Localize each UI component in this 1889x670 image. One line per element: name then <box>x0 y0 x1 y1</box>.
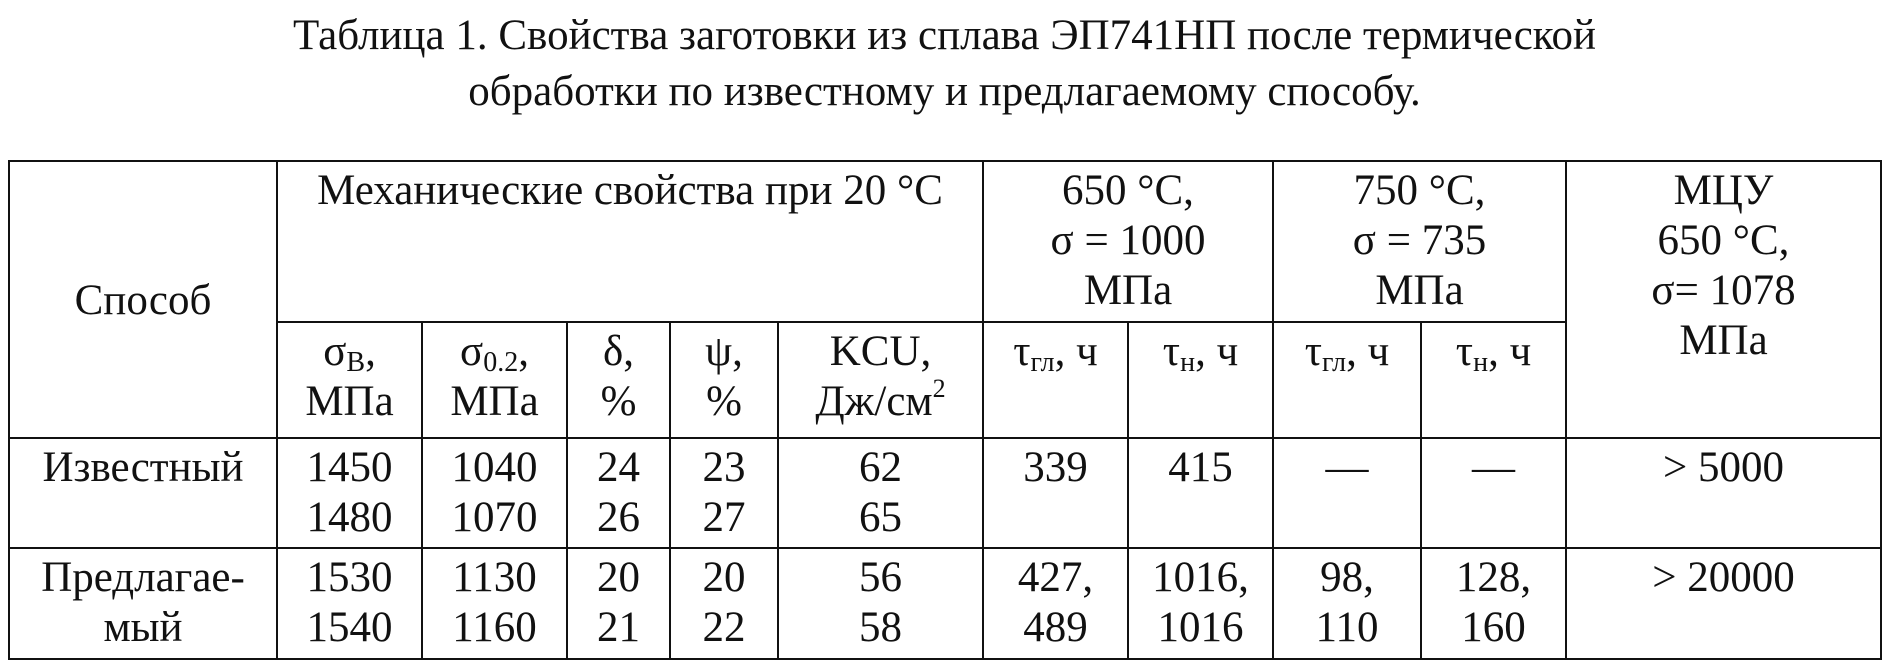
value: 110 <box>1315 604 1379 652</box>
method-label-cont: мый <box>103 604 183 652</box>
value: 1450 <box>306 443 393 491</box>
value: 1530 <box>306 554 393 602</box>
cell-method <box>9 548 277 659</box>
method-label: Известный <box>42 443 244 491</box>
cell-650-tau-gl <box>983 438 1128 549</box>
table-row-known <box>9 438 1881 549</box>
header-750-tau-n <box>1421 322 1566 438</box>
value: — <box>1472 443 1515 491</box>
sigma-02-unit: МПа <box>450 377 539 425</box>
header-750-tau-gl <box>1273 322 1421 438</box>
header-750-temp: 750 °С, <box>1353 167 1486 214</box>
cell-mcu <box>1566 438 1881 549</box>
tau-n-subscript: н <box>1473 346 1489 378</box>
tau-gl-unit: , ч <box>1054 327 1098 375</box>
cell-method <box>9 438 277 549</box>
tau-n-symbol: τ <box>1162 327 1181 375</box>
value: 20 <box>597 554 640 602</box>
cell-750-tau-gl <box>1273 548 1421 659</box>
cell-650-tau-n <box>1128 438 1273 549</box>
kcu-unit: Дж/см <box>815 377 933 425</box>
value: 489 <box>1023 604 1088 652</box>
table-caption <box>0 8 1889 120</box>
header-650 <box>983 161 1273 322</box>
value: 1070 <box>451 493 538 541</box>
delta-unit: % <box>600 377 637 425</box>
header-650-unit: МПа <box>1083 267 1173 314</box>
header-650-stress: σ = 1000 <box>1050 217 1206 264</box>
psi-symbol: ψ, <box>705 327 743 375</box>
header-sigma-b <box>277 322 422 438</box>
sigma-02-subscript: 0.2 <box>483 346 519 378</box>
tau-gl-subscript: гл <box>1030 346 1055 378</box>
caption-line-2: обработки по известному и предлагаемому способу. <box>468 68 1421 115</box>
sigma-b-comma: , <box>365 327 376 375</box>
value: 1040 <box>451 443 538 491</box>
cell-750-tau-gl <box>1273 438 1421 549</box>
header-mech-properties: Механические свойства при 20 °С <box>277 161 983 322</box>
cell-psi <box>670 438 778 549</box>
value: 128, <box>1455 554 1532 602</box>
value: 27 <box>702 493 746 541</box>
kcu-symbol: KCU, <box>829 327 932 375</box>
tau-n-unit: , ч <box>1488 327 1532 375</box>
value: 22 <box>702 604 746 652</box>
value: 1016, <box>1152 554 1249 602</box>
sigma-b-subscript: В <box>346 346 366 378</box>
value: 26 <box>597 493 640 541</box>
value: 58 <box>859 604 902 652</box>
cell-mcu <box>1566 548 1881 659</box>
cell-sigma-b <box>277 438 422 549</box>
caption-line-1: Таблица 1. Свойства заготовки из сплава ЭП741НП после термической <box>292 12 1597 59</box>
tau-n-unit: , ч <box>1195 327 1239 375</box>
header-mcu-stress: σ= 1078 <box>1651 267 1796 314</box>
value: 415 <box>1168 443 1233 491</box>
header-mcu-unit: МПа <box>1679 317 1768 364</box>
value: 339 <box>1023 443 1088 491</box>
value: 24 <box>597 443 640 491</box>
cell-650-tau-n <box>1128 548 1273 659</box>
value: 1480 <box>306 493 393 541</box>
cell-sigma-02 <box>422 548 567 659</box>
value: 1540 <box>306 604 393 652</box>
sigma-02-comma: , <box>518 327 529 375</box>
tau-n-symbol: τ <box>1455 327 1474 375</box>
properties-table <box>8 160 1882 660</box>
cell-kcu <box>778 438 983 549</box>
cell-750-tau-n <box>1421 438 1566 549</box>
header-mcu-title: МЦУ <box>1673 167 1774 214</box>
value: — <box>1325 443 1369 491</box>
value: 98, <box>1320 554 1374 602</box>
header-psi <box>670 322 778 438</box>
tau-n-subscript: н <box>1180 346 1196 378</box>
value: 1130 <box>452 554 537 602</box>
value: 56 <box>859 554 902 602</box>
header-750-unit: МПа <box>1375 267 1464 314</box>
table-row-proposed <box>9 548 1881 659</box>
value: 1016 <box>1157 604 1244 652</box>
tau-gl-unit: , ч <box>1346 327 1390 375</box>
value: 20 <box>702 554 746 602</box>
header-kcu <box>778 322 983 438</box>
header-650-tau-n <box>1128 322 1273 438</box>
value: 62 <box>859 443 902 491</box>
cell-psi <box>670 548 778 659</box>
header-650-temp: 650 °С, <box>1062 167 1194 214</box>
psi-unit: % <box>706 377 742 425</box>
value: 427, <box>1017 554 1094 602</box>
header-sigma-02 <box>422 322 567 438</box>
value: 160 <box>1461 604 1526 652</box>
header-delta <box>567 322 670 438</box>
cell-750-tau-n <box>1421 548 1566 659</box>
header-method: Способ <box>9 161 277 438</box>
cell-650-tau-gl <box>983 548 1128 659</box>
cell-sigma-02 <box>422 438 567 549</box>
cell-sigma-b <box>277 548 422 659</box>
sigma-b-symbol: σ <box>323 327 347 375</box>
value: 23 <box>702 443 746 491</box>
sigma-b-unit: МПа <box>305 377 394 425</box>
value: > 5000 <box>1662 443 1784 491</box>
cell-delta <box>567 548 670 659</box>
value: 1160 <box>452 604 537 652</box>
cell-delta <box>567 438 670 549</box>
cell-kcu <box>778 548 983 659</box>
sigma-02-symbol: σ <box>460 327 484 375</box>
delta-symbol: δ, <box>602 327 634 375</box>
value: 21 <box>597 604 640 652</box>
tau-gl-subscript: гл <box>1322 346 1347 378</box>
header-650-tau-gl <box>983 322 1128 438</box>
tau-gl-symbol: τ <box>1013 327 1031 375</box>
header-750 <box>1273 161 1566 322</box>
value: > 20000 <box>1652 554 1795 602</box>
value: 65 <box>859 493 902 541</box>
header-mcu <box>1566 161 1881 438</box>
header-750-stress: σ = 735 <box>1352 217 1487 264</box>
kcu-unit-superscript: 2 <box>932 373 946 403</box>
header-mcu-temp: 650 °С, <box>1657 217 1790 264</box>
method-label: Предлагае- <box>41 554 245 602</box>
tau-gl-symbol: τ <box>1304 327 1323 375</box>
